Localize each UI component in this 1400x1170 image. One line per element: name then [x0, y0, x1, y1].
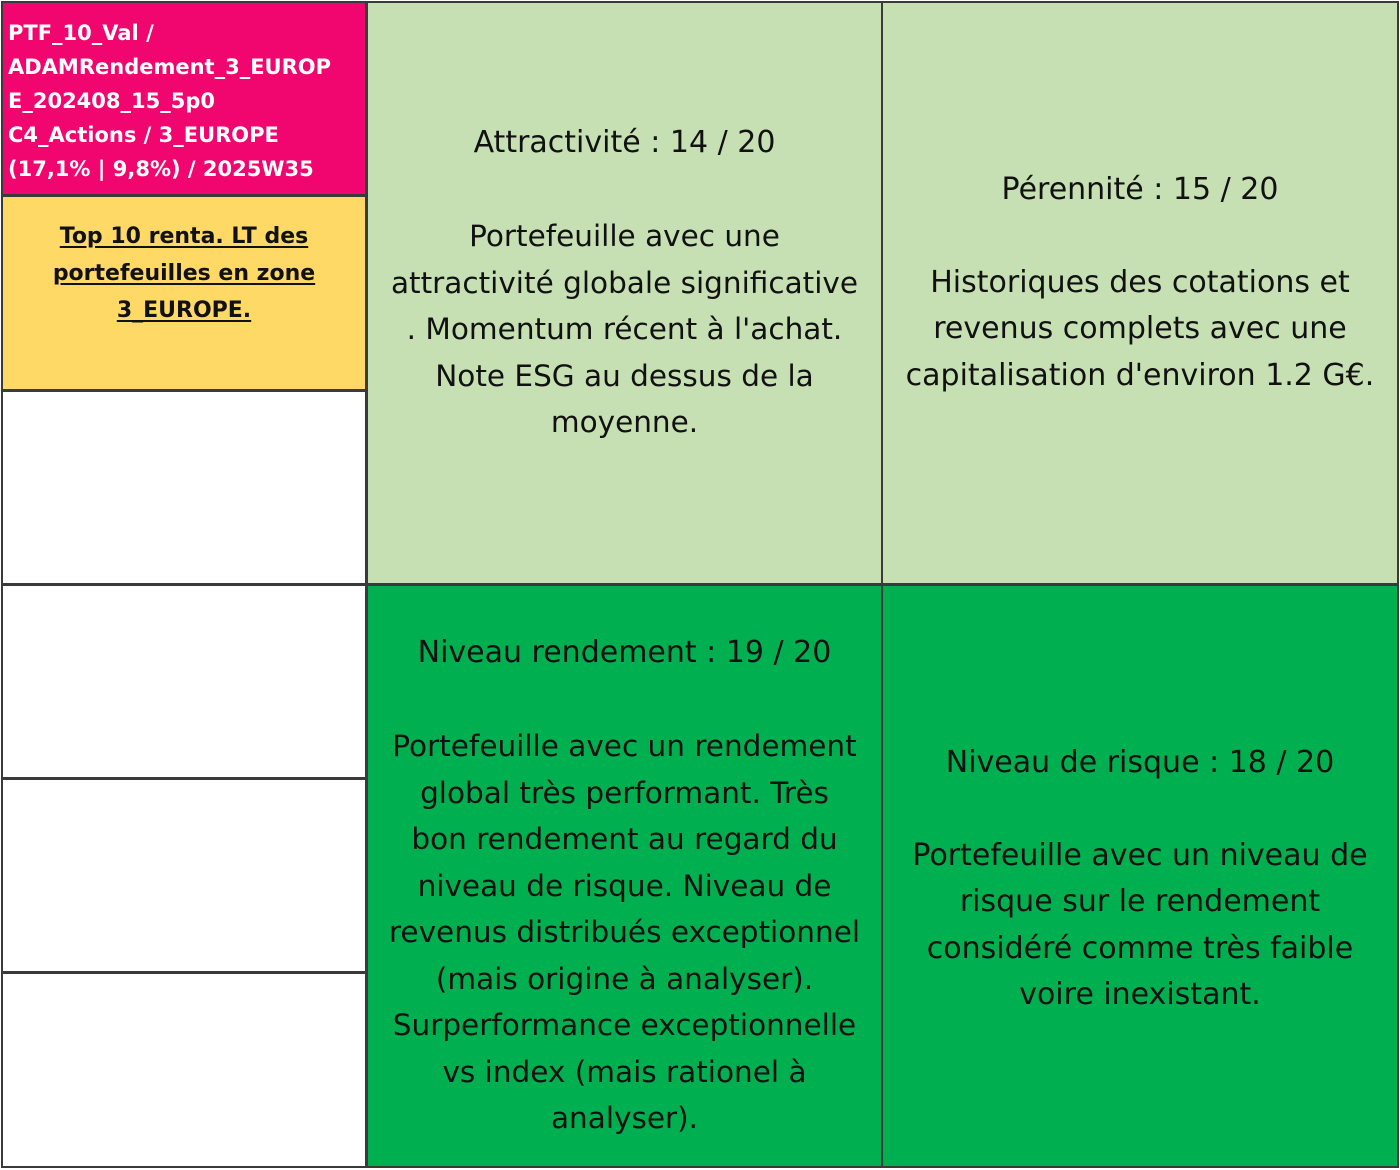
attractivite-description-line: attractivité globale significative	[390, 265, 859, 300]
risque-description-line: Portefeuille avec un niveau de	[912, 837, 1368, 873]
rendement-description-line: analyser).	[550, 1101, 699, 1136]
top10-link-line: 3_EUROPE.	[116, 297, 252, 323]
rendement-description-line: (mais origine à analyser).	[435, 961, 814, 996]
empty-cell	[1, 390, 367, 585]
portfolio-title-line: ADAMRendement_3_EUROP	[8, 55, 332, 79]
rendement-description-line: Surperformance exceptionnelle	[392, 1008, 857, 1043]
rendement-description-line: global très performant. Très	[420, 775, 829, 810]
top10-link[interactable]	[53, 218, 315, 329]
attractivite-description-line: . Momentum récent à l'achat.	[406, 312, 843, 347]
portfolio-title-line: C4_Actions / 3_EUROPE	[8, 123, 279, 147]
perennite-score-label: Pérennité : 15 / 20	[1001, 171, 1279, 207]
perennite-description-line: capitalisation d'environ 1.2 G€.	[905, 357, 1375, 393]
attractivite-score-cell	[366, 1, 883, 585]
risque-description-line: considéré comme très faible	[926, 930, 1354, 966]
attractivite-description-line: Portefeuille avec une	[469, 219, 780, 254]
risque-description-line: risque sur le rendement	[959, 884, 1321, 919]
rendement-description-line: revenus distribués exceptionnel	[388, 915, 861, 950]
rendement-description-line: vs index (mais rationel à	[442, 1054, 807, 1089]
rendement-score-label: Niveau rendement : 19 / 20	[417, 635, 832, 671]
portfolio-title-line: PTF_10_Val /	[8, 21, 154, 45]
top10-link-cell	[1, 195, 367, 391]
perennite-score-cell	[881, 1, 1399, 585]
perennite-description-line: revenus complets avec une	[933, 311, 1347, 347]
risque-description-line: voire inexistant.	[1019, 977, 1261, 1012]
rendement-description-line: niveau de risque. Niveau de	[417, 868, 832, 903]
rendement-score-cell	[366, 584, 883, 1168]
attractivite-score-label: Attractivité : 14 / 20	[473, 125, 776, 161]
top10-link-line: Top 10 renta. LT des	[59, 223, 309, 249]
portfolio-title-cell	[1, 1, 367, 196]
risque-score-label: Niveau de risque : 18 / 20	[945, 744, 1335, 780]
attractivite-description-line: moyenne.	[550, 405, 699, 440]
rendement-description-line: Portefeuille avec un rendement	[392, 729, 857, 764]
attractivite-description-line: Note ESG au dessus de la	[435, 358, 814, 393]
top10-link-line: portefeuilles en zone	[52, 260, 316, 286]
empty-cell	[1, 778, 367, 973]
risque-score-cell	[881, 584, 1399, 1168]
perennite-description-line: Historiques des cotations et	[930, 264, 1350, 300]
empty-cell	[1, 972, 367, 1168]
empty-cell	[1, 584, 367, 779]
rendement-description-line: bon rendement au regard du	[411, 822, 838, 857]
portfolio-title-line: E_202408_15_5p0	[8, 89, 215, 113]
portfolio-title-line: (17,1% | 9,8%) / 2025W35	[8, 157, 314, 181]
